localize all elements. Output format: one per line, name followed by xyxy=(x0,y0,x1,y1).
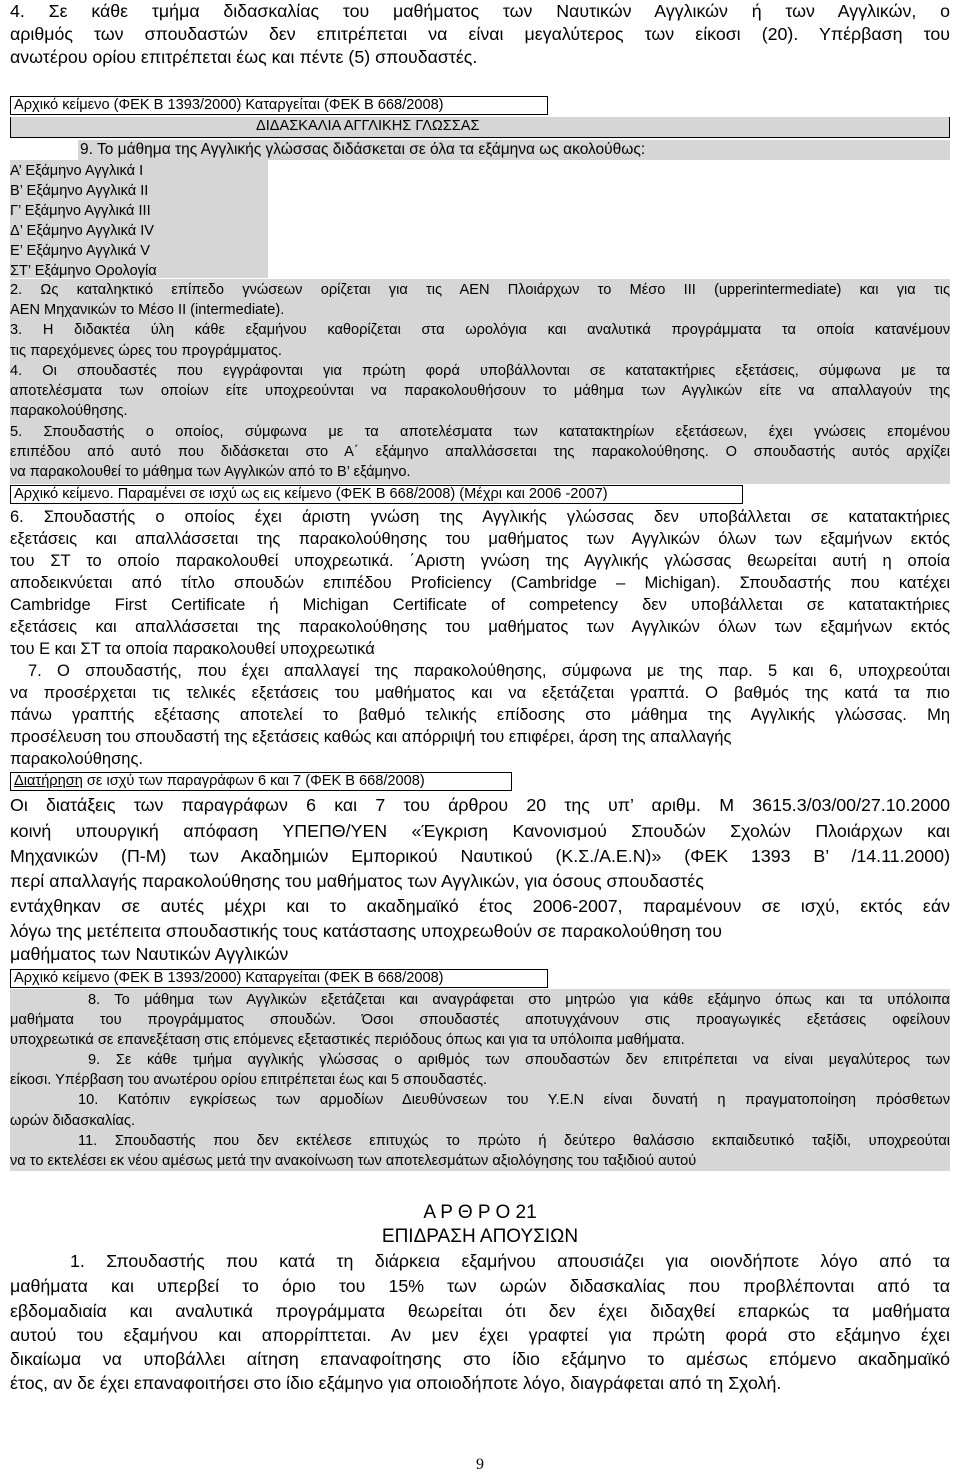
para3-line-1: 3. Η διδακτέα ύλη κάθε εξαμήνου καθορίζεται στα ωρολόγια και αναλυτικά προγράμματα τα οποία κατανέμουν xyxy=(10,322,950,338)
para4-line-2: αριθμός των σπουδαστών δεν επιτρέπεται να είναι μεγαλύτερος των είκοσι (20). Υπέρβαση του xyxy=(10,24,950,44)
section-heading: ΔΙΔΑΣΚΑΛΙΑ ΑΓΓΛΙΚΗΣ ΓΛΩΣΣΑΣ xyxy=(256,118,480,134)
article-title: ΕΠΙΔΡΑΣΗ ΑΠΟΥΣΙΩΝ xyxy=(381,1226,579,1247)
para4b-line-1: 4. Οι σπουδαστές που εγγράφονται για πρώτη φορά υποβάλλονται σε κατατακτήριες εξετάσεις, σύμφωνα με τα xyxy=(10,363,950,379)
para11-line-2: να το εκτελέσει εκ νέου αμέσως μετά την ανακοίνωση των αποτελεσμάτων αξιολόγησης του ταξιδιού αυτού xyxy=(10,1153,697,1169)
retention-heading-lead: Διατήρηση xyxy=(14,773,83,789)
semester-item-4: Δ’ Εξάμηνο Αγγλικά IV xyxy=(10,223,155,239)
section9-block xyxy=(10,140,950,278)
article-line-6: έτος, αν δε έχει επαναφοιτήσει στο ίδιο εξάμηνο για οποιοδήποτε λόγο, διαγράφεται από τη Σχολή. xyxy=(10,1373,782,1393)
para4-line-1: 4. Σε κάθε τμήμα διδασκαλίας του μαθήματος των Ναυτικών Αγγλικών ή των Αγγλικών, ο xyxy=(10,1,950,21)
para6-line-4: αποδεικνύεται από τίτλο σπουδών επιπέδου Proficiency (Cambridge – Michigan). Σπουδαστής που κατέχει xyxy=(10,574,950,592)
para10-line-1: 10. Κατόπιν εγκρίσεως των αρμοδίων Διευθύνσεων του Υ.Ε.Ν είναι δυνατή η πραγματοποίηση πρόσθετων xyxy=(78,1092,950,1108)
provision-line-7: μαθήματος των Ναυτικών Αγγλικών xyxy=(10,944,289,964)
semester-item-1: Α’ Εξάμηνο Αγγλικά I xyxy=(10,163,144,179)
semester-item-5: Ε’ Εξάμηνο Αγγλικά V xyxy=(10,243,150,259)
para8-line-1: 8. Το μάθημα των Αγγλικών εξετάζεται και αναγράφεται στο μητρώο για κάθε εξάμηνο όπως και τα υπόλοιπα xyxy=(88,992,950,1008)
provision-line-5: εντάχθηκαν σε αυτές μέχρι και το ακαδημαϊκό έτος 2006-2007, παραμένουν σε ισχύ, εκτός εάν xyxy=(10,896,950,916)
article-number: Α Ρ Θ Ρ Ο 21 xyxy=(423,1202,537,1223)
para5-line-3: να παρακολουθεί το μάθημα των Αγγλικών από το Β’ εξάμηνο. xyxy=(10,464,411,480)
retention-heading xyxy=(10,772,512,791)
para6-line-3: του ΣΤ το οποίο παρακολουθεί υποχρεωτικά. ΄Αριστη γνώση της Αγγλικής γλώσσας θεωρείται αυτή η οποία xyxy=(10,552,950,570)
section9-intro: 9. Το μάθημα της Αγγλικής γλώσσας διδάσκεται σε όλα τα εξάμηνα ως ακολούθως: xyxy=(80,141,646,158)
semester-item-3: Γ’ Εξάμηνο Αγγλικά III xyxy=(10,203,151,219)
para9-line-2: είκοσι. Υπέρβαση του ανωτέρου ορίου επιτρέπεται έως και 5 σπουδαστές. xyxy=(10,1072,488,1088)
article-line-3: εβδομαδιαία και αναλυτικά προγράμματα θεωρείται ότι δεν έχει διδαχθεί επαρκώς τα μαθήματα xyxy=(10,1301,950,1321)
para9-line-1: 9. Σε κάθε τμήμα αγγλικής γλώσσας ο αριθμός των σπουδαστών δεν επιτρέπεται να είναι μεγαλύτερος των xyxy=(88,1052,950,1068)
repeal-notice-2: Αρχικό κείμενο (ΦΕΚ Β 1393/2000) Καταργείται (ΦΕΚ Β 668/2008) xyxy=(10,969,548,988)
provision-line-4: περί απαλλαγής παρακολούθησης του μαθήματος των Αγγλικών, για όσους σπουδαστές xyxy=(10,871,704,891)
article-line-2: μαθήματα και υπερβεί το όριο του 15% των ωρών διδασκαλίας που προβλέπονται από τα xyxy=(10,1276,950,1296)
article-line-5: δικαίωμα να υποβάλλει αίτηση επαναφοίτησης στο ίδιο εξάμηνο το αμέσως επόμενο ακαδημαϊκό xyxy=(10,1349,950,1369)
provision-line-1: Οι διατάξεις των παραγράφων 6 και 7 του άρθρου 20 της υπ’ αριθμ. Μ 3615.3/03/00/27.10.2000 xyxy=(10,795,950,815)
para4b-line-2: αποτελέσματα των οποίων είτε υποχρεούνται να παρακολουθήσουν το μάθημα των Αγγλικών είτε να απαλλαγούν της xyxy=(10,383,950,399)
provision-line-6: λόγω της μετέπειτα σπουδαστικής τους κατάστασης υποχρεωθούν σε παρακολούθηση του xyxy=(10,921,722,941)
semester-item-2: Β’ Εξάμηνο Αγγλικά II xyxy=(10,183,149,199)
retention-heading-rest: σε ισχύ των παραγράφων 6 και 7 (ΦΕΚ Β 668/2008) xyxy=(82,773,425,789)
provision-line-2: κοινή υπουργική απόφαση ΥΠΕΠΘ/ΥΕΝ «Έγκριση Κανονισμού Σπουδών Σχολών Πλοιάρχων και xyxy=(10,821,950,841)
para2-line-1: 2. Ως καταληκτικό επίπεδο γνώσεων ορίζεται για τις ΑΕΝ Πλοιάρχων το Μέσο ΙΙΙ (upperintermediate) και για τις xyxy=(10,282,950,298)
para8-line-3: υποχρεωτικά σε επανεξέταση στις επόμενες εξεταστικές περιόδους όπως και για τα υπόλοιπα μαθήματα. xyxy=(10,1032,685,1048)
section-heading-box xyxy=(10,117,950,138)
article-line-1: 1. Σπουδαστής που κατά τη διάρκεια εξαμήνου απουσιάζει για οιονδήποτε λόγο από τα xyxy=(70,1251,950,1271)
para11-line-1: 11. Σπουδαστής που δεν εκτέλεσε επιτυχώς το πρώτο ή δεύτερο θαλάσσιο εκπαιδευτικό ταξίδι, υποχρεούται xyxy=(78,1133,950,1149)
para3-line-2: τις παρεχόμενες ώρες του προγράμματος. xyxy=(10,343,282,359)
para7-line-3: πάνω γραπτής εξέτασης αποτελεί το βαθμό τελικής επίδοσης στο μάθημα της Αγγλικής γλώσσας. Μη xyxy=(10,706,950,724)
para2-line-2: ΑΕΝ Μηχανικών το Μέσο ΙΙ (intermediate). xyxy=(10,302,285,318)
repeal-notice-1: Αρχικό κείμενο (ΦΕΚ Β 1393/2000) Καταργείται (ΦΕΚ Β 668/2008) xyxy=(10,96,548,115)
para5-line-1: 5. Σπουδαστής ο οποίος, σύμφωνα με τα αποτελέσματα των κατατακτηρίων εξετάσεων, έχει γνώσεις επομένου xyxy=(10,424,950,440)
para6-line-7: του Ε και ΣΤ τα οποία παρακολουθεί υποχρεωτικά xyxy=(10,640,375,658)
provision-line-3: Μηχανικών (Π-Μ) των Ακαδημιών Εμπορικού Ναυτικού (Κ.Σ./Α.Ε.Ν)» (ΦΕΚ 1393 Β’ /14.11.2000) xyxy=(10,846,950,866)
para6-line-6: εξετάσεις και απαλλάσσεται της παρακολούθησης του μαθήματος των Αγγλικών όλων των εξαμήνων εκτός xyxy=(10,618,950,636)
page-number: 9 xyxy=(476,1456,484,1473)
para7-line-1: 7. Ο σπουδαστής, που έχει απαλλαγεί της παρακολούθησης, σύμφωνα με της παρ. 5 και 6, υποχρεούται xyxy=(28,662,950,680)
article-line-4: αυτού του εξαμήνου και απορρίπτεται. Αν μεν έχει γραφτεί για πρώτη φορά στο εξάμηνο έχει xyxy=(10,1325,950,1345)
para6-line-5: Cambridge First Certificate ή Michigan Certificate of competency δεν υποβάλλεται σε κατατακτήριες xyxy=(10,596,950,614)
para6-line-2: εξετάσεις και απαλλάσσεται της παρακολούθησης του μαθήματος των Αγγλικών όλων των εξαμήνων εκτός xyxy=(10,530,950,548)
para4b-line-3: παρακολούθησης. xyxy=(10,403,128,419)
para5-line-2: επιπέδου από αυτό που διδάσκεται στο Α΄ εξάμηνο απαλλάσσεται της παρακολούθησης. Ο σπουδαστής αυτός αρχίζει xyxy=(10,444,950,460)
para7-line-5: παρακολούθησης. xyxy=(10,750,143,768)
para10-line-2: ωρών διδασκαλίας. xyxy=(10,1113,135,1129)
para7-line-2: να προσέρχεται τις τελικές εξετάσεις του μαθήματος και να εξετάζεται γραπτά. Ο βαθμός της κατά τα πιο xyxy=(10,684,950,702)
semester-item-6: ΣΤ’ Εξάμηνο Ορολογία xyxy=(10,263,157,279)
para4-line-3: ανωτέρου ορίου επιτρέπεται έως και πέντε (5) σπουδαστές. xyxy=(10,47,478,67)
para6-line-1: 6. Σπουδαστής ο οποίος έχει άριστη γνώση της Αγγλικής γλώσσας δεν υποβάλλεται σε κατατακτήριες xyxy=(10,508,950,526)
para7-line-4: προσέλευση του σπουδαστή της εξετάσεις καθώς και απόρριψή του επιφέρει, άρση της απαλλαγής xyxy=(10,728,732,746)
retention-notice: Αρχικό κείμενο. Παραμένει σε ισχύ ως εις κείμενο (ΦΕΚ Β 668/2008) (Μέχρι και 2006 -2007) xyxy=(10,485,743,504)
para8-line-2: μαθήματα του προγράμματος σπουδών. Όσοι σπουδαστές αποτυγχάνουν στις προαγωγικές εξετάσεις οφείλουν xyxy=(10,1012,950,1028)
